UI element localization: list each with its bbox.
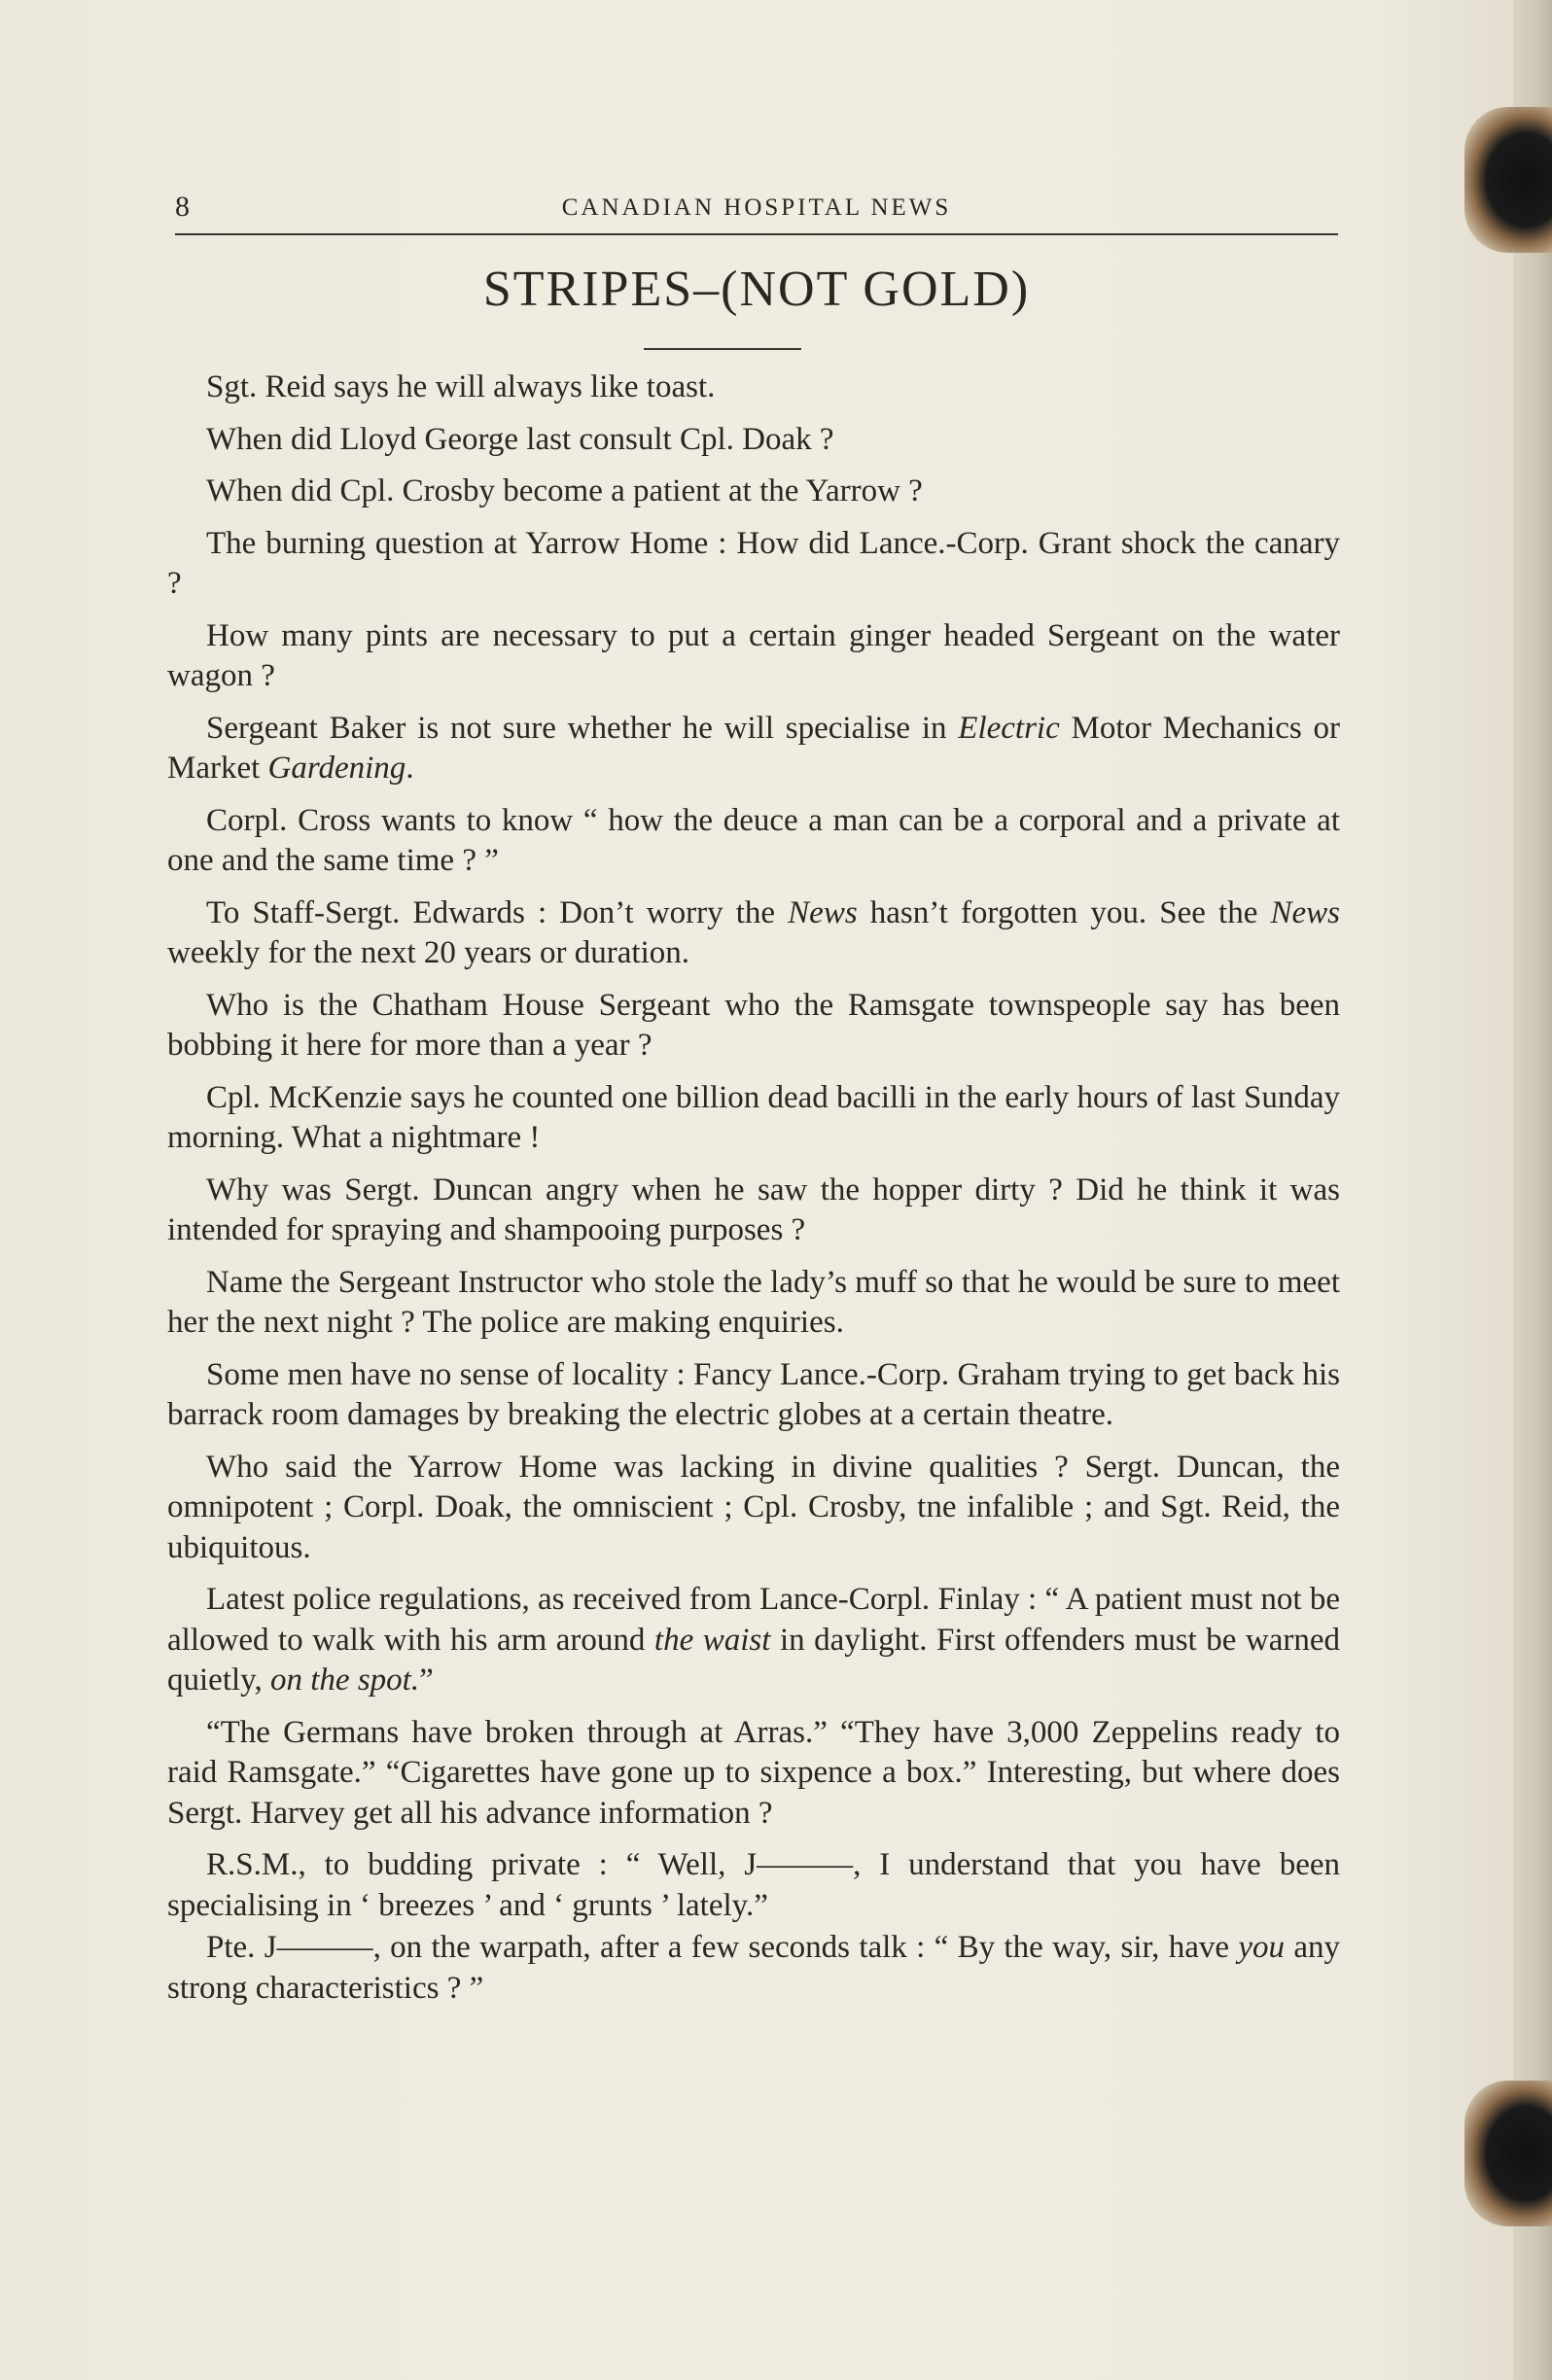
binding-hole	[1464, 107, 1552, 253]
paragraph-text: Motor Mechanics or Market	[167, 710, 1340, 786]
italic-text: News	[788, 894, 858, 930]
paragraph-text: weekly for the next 20 years or duration.	[167, 935, 689, 970]
paragraph: When did Cpl. Crosby become a patient at the Yarrow ?	[206, 473, 923, 508]
italic-text: Gardening	[267, 751, 406, 786]
paragraph: Who said the Yarrow Home was lacking in divine qualities ? Sergt. Duncan, the omnipotent ; Corpl. Doak, the omniscient ; Cpl. Crosby, tne infalible ; and Sgt. Reid, the ubiquitous.	[167, 1449, 1340, 1565]
paragraph: Why was Sergt. Duncan angry when he saw the hopper dirty ? Did he think it was intended for spraying and shampooing purposes ?	[167, 1172, 1340, 1247]
paragraph-text: any strong characteristics ? ”	[167, 1930, 1341, 2006]
paragraph-text: Pte. J———, on the warpath, after a few seconds talk : “ By the way, sir, have	[206, 1930, 1239, 1965]
paragraph-text: To Staff-Sergt. Edwards : Don’t worry the	[206, 894, 789, 930]
paragraph: R.S.M., to budding private : “ Well, J———, I understand that you have been specialising in ‘ breezes ’ and ‘ grunts ’ lately.”	[167, 1847, 1340, 1923]
paragraph-text: .	[406, 751, 414, 786]
paragraph: “The Germans have broken through at Arras.” “They have 3,000 Zeppelins ready to raid Ramsgate.” “Cigarettes have gone up to sixpence a box.” Interesting, but where does Sergt. Harvey get all his advance information ?	[167, 1714, 1340, 1831]
paragraph: Name the Sergeant Instructor who stole the lady’s muff so that he would be sure to meet her the next night ? The police are making enquiries.	[167, 1264, 1340, 1340]
running-title: CANADIAN HOSPITAL NEWS	[561, 194, 952, 221]
paragraph	[167, 1580, 1340, 1701]
paragraph: Cpl. McKenzie says he counted one billion dead bacilli in the early hours of last Sunday morning. What a nightmare !	[167, 1079, 1340, 1155]
paragraph-text: in daylight. First offenders must be warned quietly,	[167, 1622, 1340, 1698]
paragraph	[167, 709, 1340, 789]
paragraph: How many pints are necessary to put a certain ginger headed Sergeant on the water wagon ?	[167, 617, 1340, 693]
paragraph: The burning question at Yarrow Home : How did Lance.-Corp. Grant shock the canary ?	[167, 525, 1340, 601]
paragraph-text: Sergeant Baker is not sure whether he will specialise in	[206, 710, 959, 746]
paragraph	[167, 1928, 1340, 2009]
page-header	[175, 185, 1338, 235]
paragraph: Sgt. Reid says he will always like toast.	[206, 369, 716, 404]
paragraph: Who is the Chatham House Sergeant who the Ramsgate townspeople say has been bobbing it here for more than a year ?	[167, 987, 1340, 1063]
paragraph: Some men have no sense of locality : Fancy Lance.-Corp. Graham trying to get back his barrack room damages by breaking the electric globes at a certain theatre.	[167, 1356, 1340, 1432]
paragraph: When did Lloyd George last consult Cpl. Doak ?	[206, 421, 834, 457]
article-body	[167, 368, 1340, 2020]
binding-edge	[1513, 0, 1552, 2380]
page-number: 8	[175, 191, 190, 223]
paragraph	[167, 893, 1340, 974]
italic-text: on the spot.	[270, 1662, 420, 1698]
paragraph-text: Latest police regulations, as received from Lance-Corpl. Finlay : “ A patient must not be allowed to walk with his arm around	[167, 1582, 1340, 1658]
italic-text: you	[1238, 1930, 1286, 1965]
paragraph: Corpl. Cross wants to know “ how the deuce a man can be a corporal and a private at one and the same time ? ”	[167, 802, 1340, 878]
article-title: STRIPES–(NOT GOLD)	[482, 262, 1031, 317]
italic-text: Electric	[958, 710, 1060, 746]
binding-hole	[1464, 2081, 1552, 2226]
italic-text: News	[1270, 894, 1340, 930]
paragraph-text: hasn’t forgotten you. See the	[857, 894, 1271, 930]
title-divider	[644, 348, 801, 350]
paragraph-text: ”	[419, 1662, 434, 1698]
italic-text: the waist	[653, 1622, 771, 1658]
